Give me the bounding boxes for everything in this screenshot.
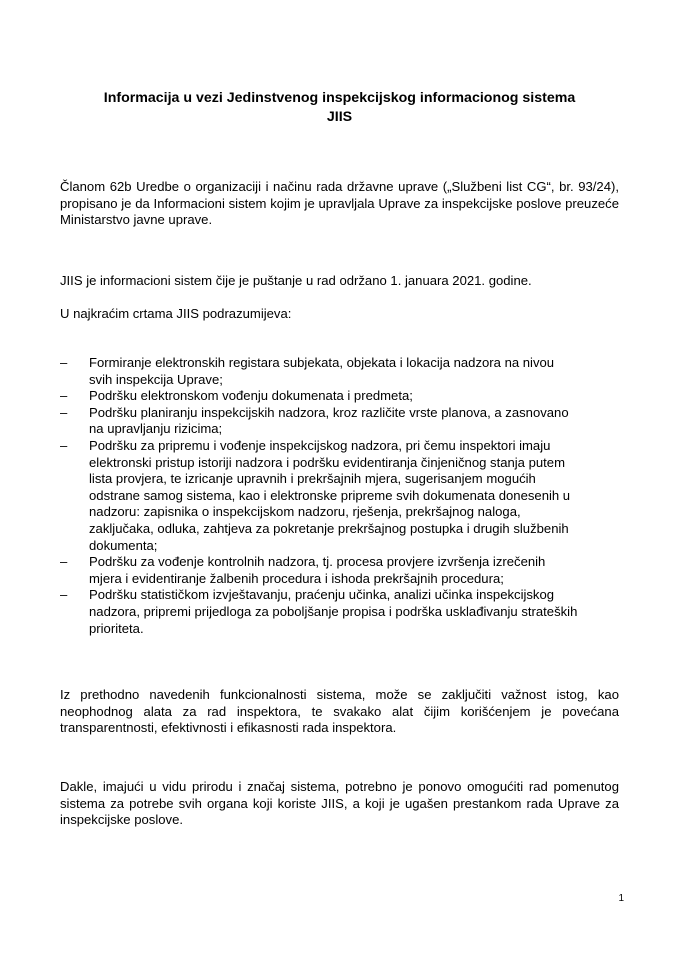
list-item-text: Podršku statističkom izvještavanju, praćenju učinka, analizi učinka inspekcijskog nadzora, pripremi prijedloga za poboljšanje propisa i podrška usklađivanju strateških prioriteta. [89, 587, 578, 636]
dash-marker: – [60, 355, 68, 370]
dash-marker: – [60, 437, 68, 453]
paragraph-importance: Iz prethodno navedenih funkcionalnosti sistema, može se zaključiti važnost istog, kao neophodnog alata za rad inspektora, te svakako alat čijim korišćenjem je povećana transparentnosti, efektivnosti i efikasnosti rada inspektora. [60, 687, 619, 735]
paragraph-conclusion: Dakle, imajući u vidu prirodu i značaj sistema, potrebno je ponovo omogućiti rad pomenutog sistema za potrebe svih organa koji koriste JIIS, a koji je ugašen prestankom rada Uprave za inspekcijske poslove. [60, 779, 619, 827]
list-item [60, 554, 580, 587]
list-item [60, 355, 580, 388]
page-number: 1 [618, 893, 624, 904]
title-line-2: JIIS [326, 109, 353, 125]
dash-marker: – [60, 404, 68, 420]
dash-marker: – [60, 554, 68, 570]
list-item [60, 587, 580, 637]
list-item [60, 405, 580, 438]
list-item-text: Podršku planiranju inspekcijskih nadzora, kroz različite vrste planova, a zasnovano na upravljanju rizicima; [89, 404, 569, 437]
paragraph-legal-basis: Članom 62b Uredbe o organizaciji i načinu rada državne uprave („Službeni list CG“, br. 93/24), propisano je da Informacioni sistem kojim je upravljala Uprave za inspekcijske poslove preuzeće Ministarstvo javne uprave. [60, 179, 619, 227]
list-item-text: Formiranje elektronskih registara subjekata, objekata i lokacija nadzora na nivou svih inspekcija Uprave; [89, 355, 555, 387]
dash-marker: – [60, 587, 68, 603]
page-title [40, 89, 639, 127]
dash-marker: – [60, 388, 68, 404]
feature-list [60, 355, 580, 637]
paragraph-launch-date: JIIS je informacioni sistem čije je puštanje u rad održano 1. januara 2021. godine. [60, 273, 532, 288]
list-item-text: Podršku za vođenje kontrolnih nadzora, tj. procesa provjere izvršenja izrečenih mjera i evidentiranje žalbenih procedura i ishoda prekršajnih procedura; [89, 554, 546, 586]
list-item-text: Podršku elektronskom vođenju dokumenata i predmeta; [89, 388, 413, 404]
list-item-text: Podršku za pripremu i vođenje inspekcijskog nadzora, pri čemu inspektori imaju elektronski pristup istoriji nadzora i podršku evidentiranja činjeničnog stanja putem lista provjera, te izricanje upravnih i prekršajnih mjera, sugerisanjem mogućih odstrane samog sistema, kao i elektronske pripreme svih dokumenata donesenih u nadzoru: zapisnika o inspekcijskom nadzoru, rješenja, prekršajnog naloga, zaključaka, odluka, zahtjeva za pokretanje prekršajnog postupka i drugih službenih dokumenta; [89, 437, 571, 553]
list-item [60, 388, 580, 405]
title-line-1: Informacija u vezi Jedinstvenog inspekcijskog informacionog sistema [103, 90, 576, 106]
paragraph-intro-list: U najkraćim crtama JIIS podrazumijeva: [60, 306, 292, 321]
list-item [60, 438, 580, 554]
